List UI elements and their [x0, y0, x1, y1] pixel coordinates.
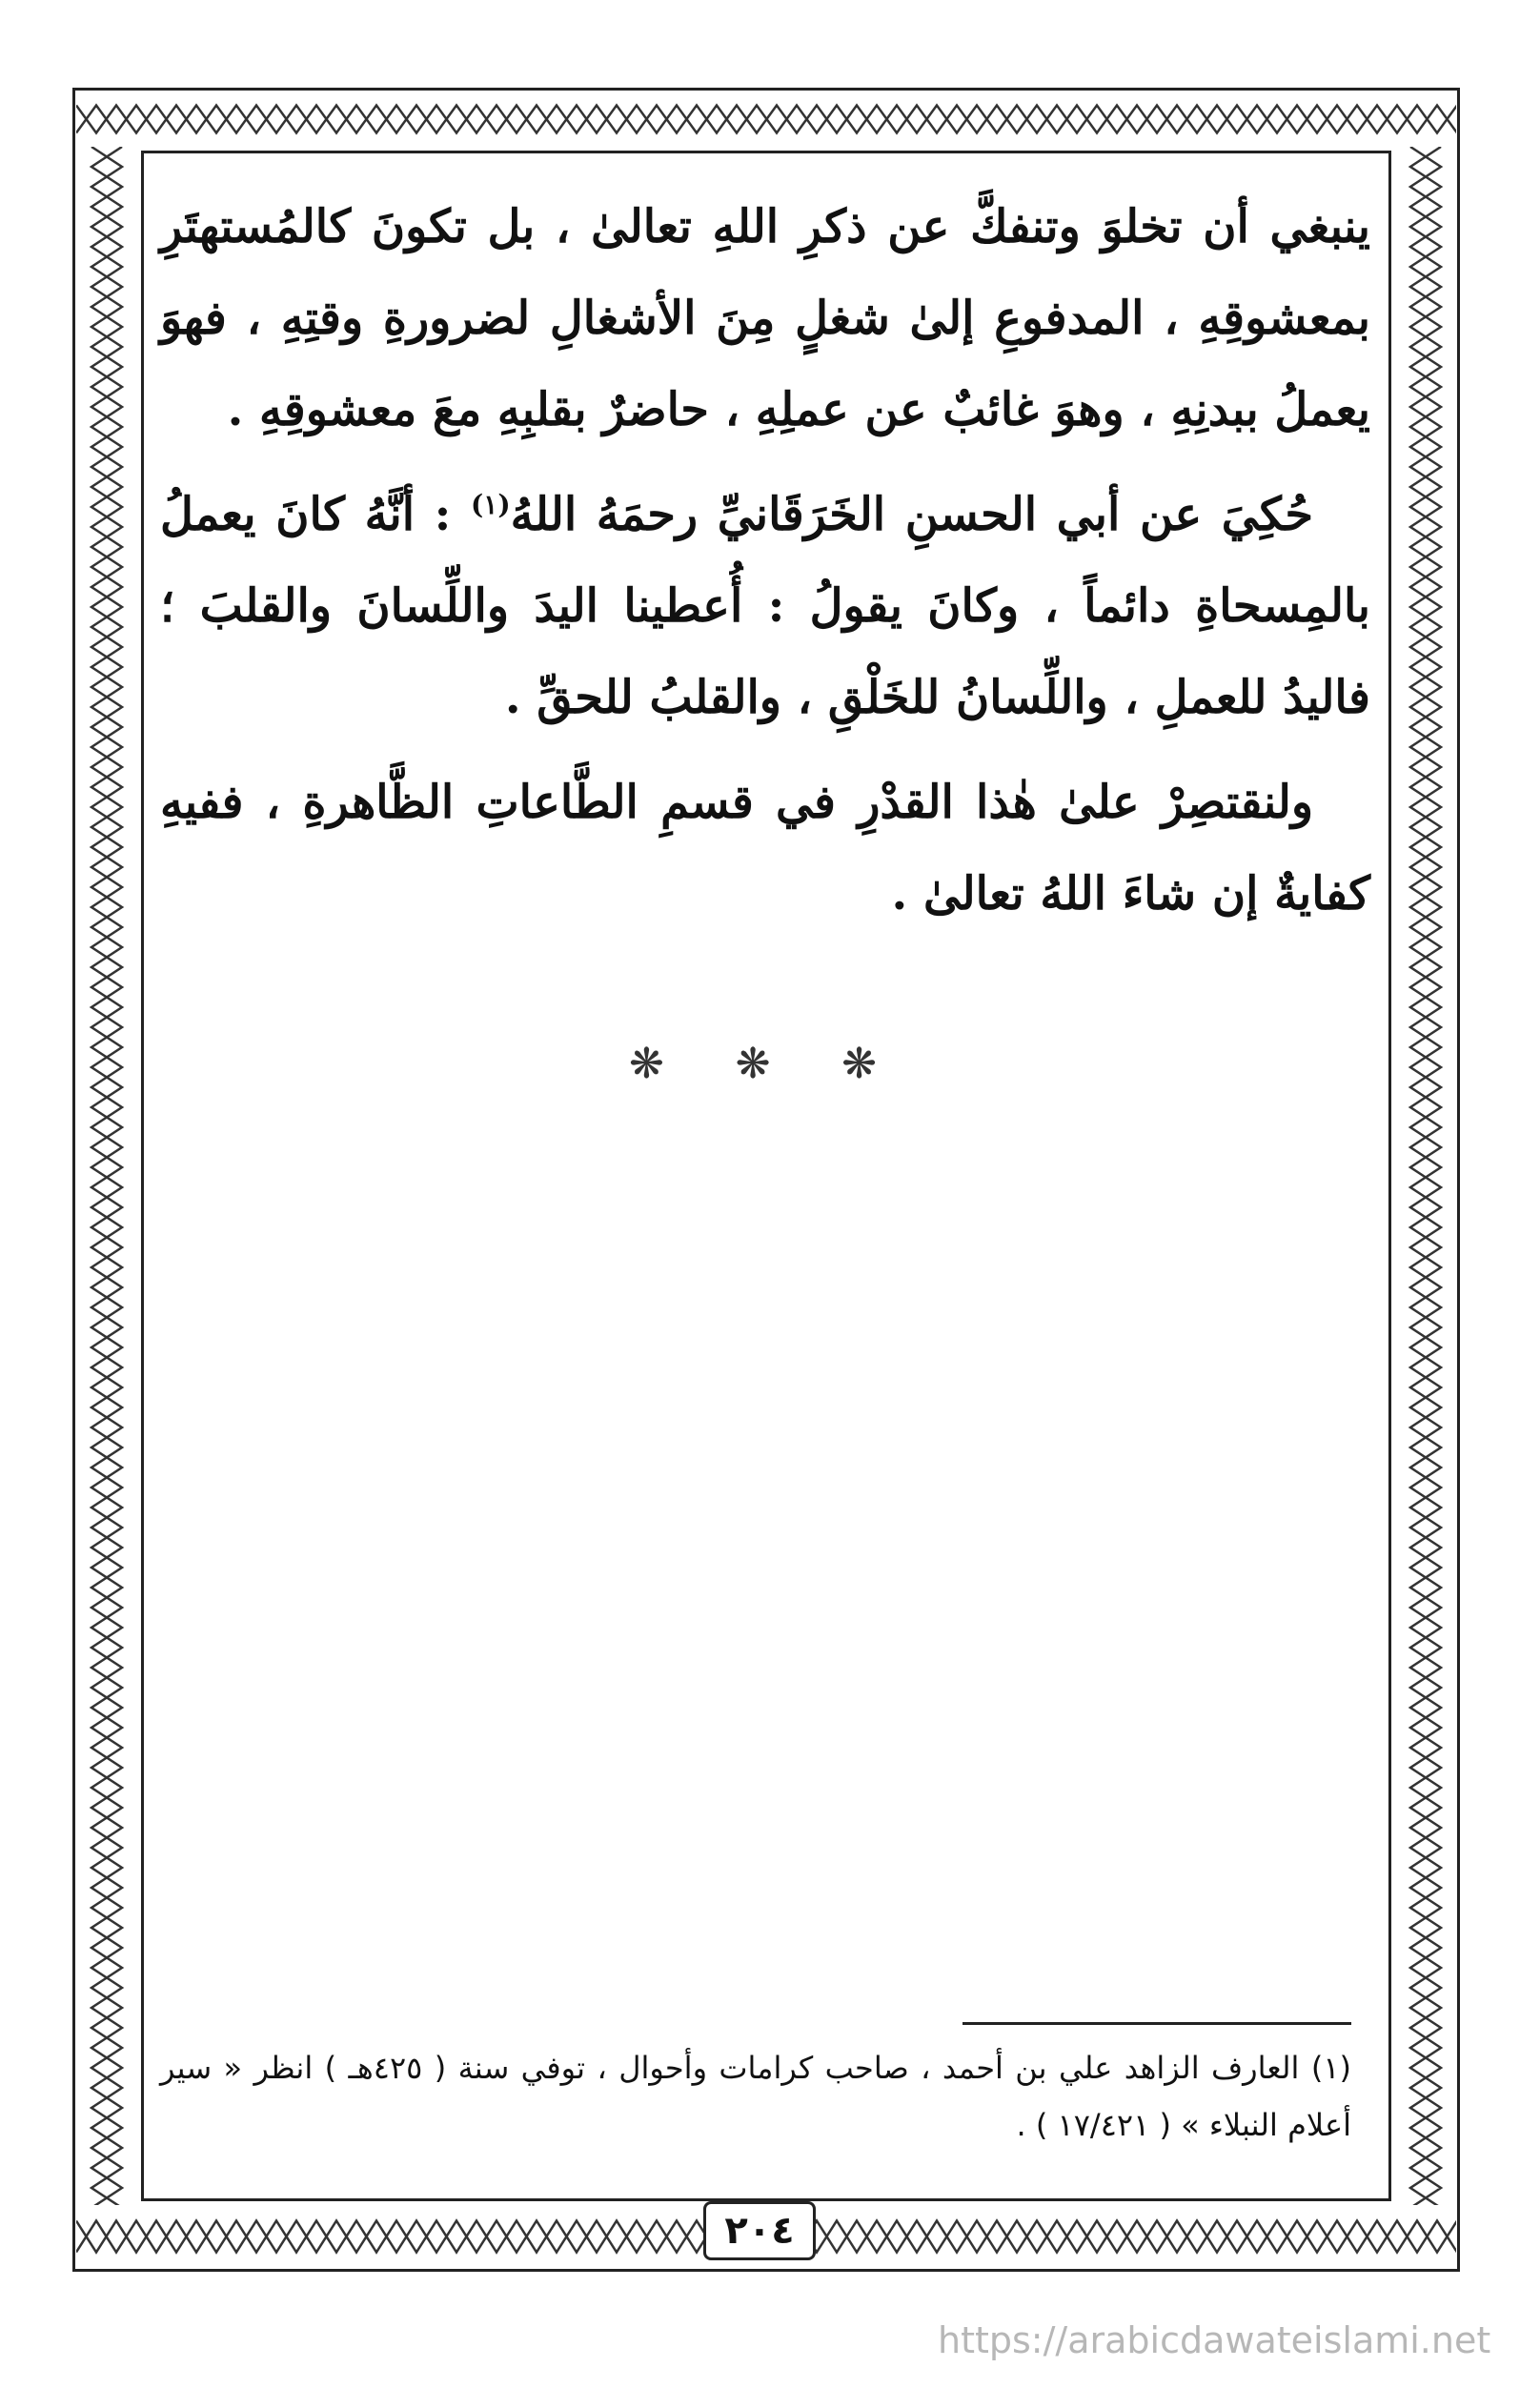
paragraph-2-rest: : أنَّهُ كانَ يعملُ بالمِسحاةِ دائماً ، وكانَ يقولُ : أُعطينا اليدَ واللِّسانَ والقلبَ ؛ فاليدُ للعملِ ، واللِّسانُ للخَلْقِ ، والقلبُ للحقِّ . — [160, 488, 1371, 724]
paragraph-3: ولنقتصِرْ علىٰ هٰذا القدْرِ في قسمِ الطَّاعاتِ الظَّاهرةِ ، ففيهِ كفايةٌ إن شاءَ اللهُ تعالىٰ . — [160, 776, 1370, 921]
section-separator — [629, 1035, 877, 1092]
footnote-reference: (١) — [471, 489, 511, 520]
main-text — [160, 181, 1370, 953]
star-ornament-icon: ❋ — [629, 1039, 664, 1088]
paragraph-2-lead: حُكِيَ عن أبي الحسنِ الخَرَقَانيِّ رحمَهُ اللهُ — [510, 488, 1313, 541]
footnote: (١) العارف الزاهد علي بن أحمد ، صاحب كرامات وأحوال ، توفي سنة ( ٤٢٥هـ ) انظر « سير أعلام النبلاء » ( ١٧/٤٢١ ) . — [160, 2050, 1352, 2143]
page-number: ٢٠٤ — [703, 2201, 816, 2260]
star-ornament-icon: ❋ — [841, 1039, 877, 1088]
footnote-divider — [962, 2022, 1351, 2025]
watermark-url: https://arabicdawateislami.net — [938, 2319, 1491, 2361]
paragraph-1: ينبغي أن تخلوَ وتنفكَّ عن ذكرِ اللهِ تعالىٰ ، بل تكونَ كالمُستهتَرِ بمعشوقِهِ ، المدفوعِ إلىٰ شغلٍ مِنَ الأشغالِ لضرورةِ وقتِهِ ، فهوَ يعملُ ببدنِهِ ، وهوَ غائبٌ عن عملِهِ ، حاضرٌ بقلبِهِ معَ معشوقِهِ . — [160, 200, 1370, 436]
star-ornament-icon: ❋ — [735, 1039, 771, 1088]
paragraph-2 — [160, 469, 1370, 743]
